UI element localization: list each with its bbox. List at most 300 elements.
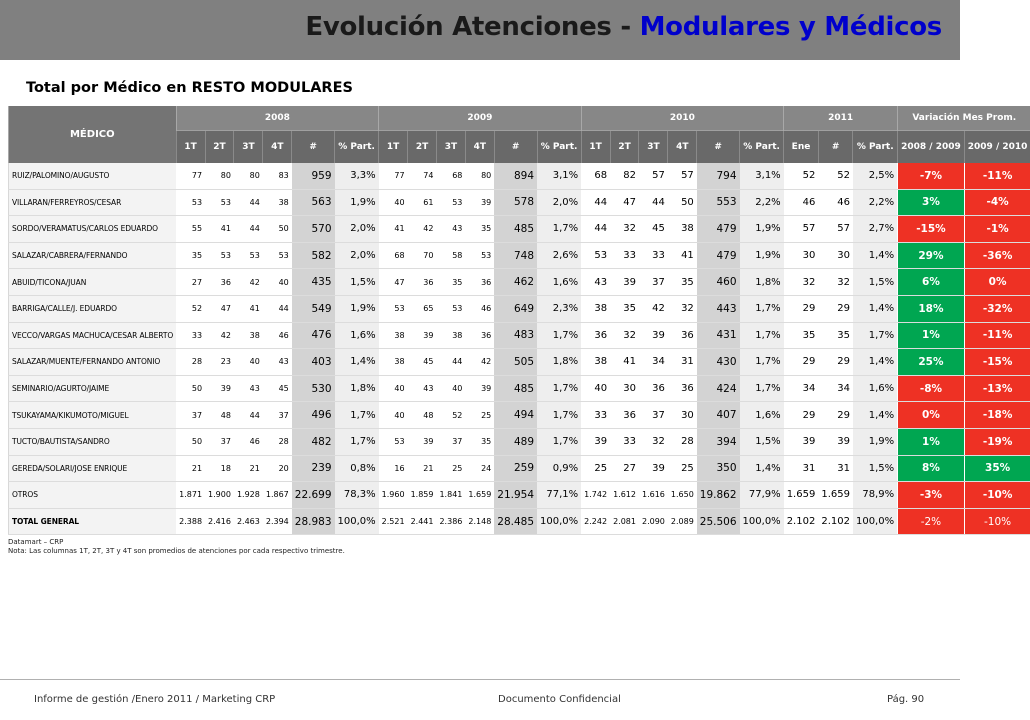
cell-value: 46 <box>263 322 292 349</box>
cell-value: 2.089 <box>668 508 697 535</box>
cell-variation: -36% <box>964 242 1030 269</box>
table-container <box>8 106 1030 535</box>
cell-value: 430 <box>697 349 740 376</box>
cell-value: 57 <box>784 216 819 243</box>
cell-value: 1,4% <box>335 349 379 376</box>
cell-variation: -18% <box>964 402 1030 429</box>
cell-value: 1,8% <box>537 349 581 376</box>
cell-value: 37 <box>176 402 205 429</box>
cell-value: 24 <box>465 455 494 482</box>
footer-divider <box>0 679 960 680</box>
cell-value: 74 <box>408 163 437 189</box>
table-row <box>9 216 1030 243</box>
cell-value: 37 <box>205 428 234 455</box>
cell-value: 58 <box>436 242 465 269</box>
cell-value: 32 <box>784 269 819 296</box>
header-col: 4T <box>263 131 292 164</box>
cell-value: 80 <box>465 163 494 189</box>
cell-value: 32 <box>610 216 639 243</box>
cell-value: 476 <box>292 322 335 349</box>
cell-value: 61 <box>408 189 437 216</box>
cell-medico-name: TUCTO/BAUTISTA/SANDRO <box>9 428 177 455</box>
header-year-2010: 2010 <box>581 106 784 131</box>
cell-value: 46 <box>465 295 494 322</box>
cell-value: 578 <box>494 189 537 216</box>
cell-value: 42 <box>205 322 234 349</box>
cell-value: 55 <box>176 216 205 243</box>
note-source: Datamart – CRP <box>8 538 64 546</box>
cell-value: 32 <box>668 295 697 322</box>
cell-value: 43 <box>234 375 263 402</box>
cell-value: 42 <box>408 216 437 243</box>
cell-value: 45 <box>263 375 292 402</box>
cell-variation: 0% <box>898 402 965 429</box>
cell-value: 53 <box>581 242 610 269</box>
cell-value: 77 <box>379 163 408 189</box>
cell-value: 1,7% <box>740 295 784 322</box>
header-col: # <box>818 131 853 164</box>
header-col: 4T <box>668 131 697 164</box>
cell-variation: -10% <box>964 508 1030 535</box>
cell-value: 100,0% <box>537 508 581 535</box>
cell-variation: -11% <box>964 163 1030 189</box>
cell-value: 41 <box>668 242 697 269</box>
cell-value: 44 <box>263 295 292 322</box>
cell-value: 52 <box>818 163 853 189</box>
header-col: % Part. <box>537 131 581 164</box>
cell-value: 48 <box>408 402 437 429</box>
cell-value: 25 <box>465 402 494 429</box>
cell-medico-name: BARRIGA/CALLE/J. EDUARDO <box>9 295 177 322</box>
cell-value: 570 <box>292 216 335 243</box>
cell-value: 100,0% <box>740 508 784 535</box>
cell-value: 1,9% <box>335 295 379 322</box>
cell-medico-name: RUIZ/PALOMINO/AUGUSTO <box>9 163 177 189</box>
table-row <box>9 189 1030 216</box>
header-col: 2T <box>610 131 639 164</box>
table-row <box>9 455 1030 482</box>
cell-value: 482 <box>292 428 335 455</box>
header-col: 3T <box>639 131 668 164</box>
footer-report-info: Informe de gestión /Enero 2011 / Marketing CRP <box>34 694 276 705</box>
cell-value: 36 <box>465 269 494 296</box>
cell-value: 894 <box>494 163 537 189</box>
cell-value: 36 <box>668 375 697 402</box>
cell-value: 37 <box>639 269 668 296</box>
cell-value: 1,4% <box>853 242 898 269</box>
cell-value: 2.102 <box>784 508 819 535</box>
cell-variation: -15% <box>964 349 1030 376</box>
cell-value: 1,7% <box>537 216 581 243</box>
cell-value: 28 <box>176 349 205 376</box>
cell-value: 553 <box>697 189 740 216</box>
header-col: 4T <box>465 131 494 164</box>
cell-medico-name: TOTAL GENERAL <box>9 508 177 535</box>
cell-value: 3,3% <box>335 163 379 189</box>
cell-value: 77,9% <box>740 482 784 509</box>
cell-value: 1,4% <box>853 349 898 376</box>
cell-value: 2,6% <box>537 242 581 269</box>
cell-value: 39 <box>581 428 610 455</box>
note-text: Nota: Las columnas 1T, 2T, 3T y 4T son promedios de atenciones por cada respectivo trimestre. <box>8 547 345 555</box>
cell-value: 1.960 <box>379 482 408 509</box>
cell-value: 407 <box>697 402 740 429</box>
cell-value: 1,6% <box>853 375 898 402</box>
cell-value: 479 <box>697 216 740 243</box>
header-medico: MÉDICO <box>9 106 177 163</box>
cell-value: 28.983 <box>292 508 335 535</box>
cell-value: 50 <box>176 375 205 402</box>
cell-variation: -2% <box>898 508 965 535</box>
cell-medico-name: VECCO/VARGAS MACHUCA/CESAR ALBERTO <box>9 322 177 349</box>
cell-value: 44 <box>639 189 668 216</box>
cell-value: 53 <box>263 242 292 269</box>
cell-value: 549 <box>292 295 335 322</box>
cell-value: 52 <box>436 402 465 429</box>
cell-value: 505 <box>494 349 537 376</box>
cell-value: 20 <box>263 455 292 482</box>
cell-medico-name: SALAZAR/MUENTE/FERNANDO ANTONIO <box>9 349 177 376</box>
cell-value: 1,6% <box>740 402 784 429</box>
cell-value: 47 <box>379 269 408 296</box>
cell-value: 21 <box>408 455 437 482</box>
cell-value: 52 <box>176 295 205 322</box>
cell-value: 77 <box>176 163 205 189</box>
cell-value: 37 <box>263 402 292 429</box>
table-row <box>9 482 1030 509</box>
cell-value: 1.867 <box>263 482 292 509</box>
cell-value: 1,7% <box>740 322 784 349</box>
cell-variation: -3% <box>898 482 965 509</box>
cell-value: 40 <box>581 375 610 402</box>
cell-medico-name: VILLARAN/FERREYROS/CESAR <box>9 189 177 216</box>
cell-value: 2.416 <box>205 508 234 535</box>
table-row <box>9 428 1030 455</box>
cell-value: 2.386 <box>436 508 465 535</box>
cell-value: 1,8% <box>335 375 379 402</box>
cell-value: 36 <box>639 375 668 402</box>
cell-value: 38 <box>379 322 408 349</box>
cell-value: 462 <box>494 269 537 296</box>
header-col: 2T <box>408 131 437 164</box>
cell-value: 53 <box>379 428 408 455</box>
cell-value: 46 <box>234 428 263 455</box>
cell-value: 42 <box>234 269 263 296</box>
cell-value: 29 <box>784 349 819 376</box>
cell-value: 40 <box>263 269 292 296</box>
cell-value: 41 <box>379 216 408 243</box>
header-col: Ene <box>784 131 819 164</box>
cell-value: 483 <box>494 322 537 349</box>
cell-value: 41 <box>234 295 263 322</box>
cell-value: 25.506 <box>697 508 740 535</box>
table-row-total <box>9 508 1030 535</box>
table-header <box>9 106 1030 163</box>
header-bar <box>0 0 960 60</box>
cell-value: 1,9% <box>740 216 784 243</box>
cell-value: 68 <box>379 242 408 269</box>
cell-value: 2,0% <box>537 189 581 216</box>
header-col: 2009 / 2010 <box>964 131 1030 164</box>
cell-variation: -15% <box>898 216 965 243</box>
cell-value: 46 <box>818 189 853 216</box>
cell-value: 1,6% <box>335 322 379 349</box>
header-col: 1T <box>176 131 205 164</box>
cell-value: 18 <box>205 455 234 482</box>
attendance-table <box>8 106 1030 535</box>
cell-value: 1,7% <box>853 322 898 349</box>
cell-value: 435 <box>292 269 335 296</box>
page-title <box>305 12 942 42</box>
cell-value: 0,8% <box>335 455 379 482</box>
cell-value: 25 <box>581 455 610 482</box>
cell-value: 31 <box>818 455 853 482</box>
header-col: # <box>494 131 537 164</box>
footer-page-number: Pág. 90 <box>887 694 925 705</box>
cell-value: 83 <box>263 163 292 189</box>
cell-variation: 18% <box>898 295 965 322</box>
cell-value: 47 <box>610 189 639 216</box>
cell-value: 30 <box>610 375 639 402</box>
cell-value: 25 <box>668 455 697 482</box>
table-row <box>9 375 1030 402</box>
cell-value: 28 <box>668 428 697 455</box>
cell-value: 1,7% <box>740 349 784 376</box>
cell-value: 38 <box>581 295 610 322</box>
cell-value: 57 <box>668 163 697 189</box>
cell-value: 39 <box>818 428 853 455</box>
cell-value: 80 <box>234 163 263 189</box>
cell-value: 43 <box>263 349 292 376</box>
cell-value: 36 <box>465 322 494 349</box>
cell-variation: 8% <box>898 455 965 482</box>
table-row <box>9 349 1030 376</box>
cell-value: 2,2% <box>740 189 784 216</box>
cell-value: 1,5% <box>853 455 898 482</box>
cell-value: 1,7% <box>537 322 581 349</box>
cell-value: 57 <box>639 163 668 189</box>
cell-value: 1.841 <box>436 482 465 509</box>
cell-value: 53 <box>176 189 205 216</box>
cell-value: 39 <box>639 455 668 482</box>
cell-value: 1.742 <box>581 482 610 509</box>
cell-value: 39 <box>610 269 639 296</box>
cell-value: 30 <box>784 242 819 269</box>
cell-value: 48 <box>205 402 234 429</box>
cell-value: 424 <box>697 375 740 402</box>
cell-value: 40 <box>379 402 408 429</box>
cell-value: 29 <box>818 402 853 429</box>
cell-value: 39 <box>639 322 668 349</box>
title-part1: Evolución Atenciones - <box>305 12 640 42</box>
cell-value: 35 <box>818 322 853 349</box>
cell-value: 38 <box>263 189 292 216</box>
cell-variation: 3% <box>898 189 965 216</box>
cell-value: 30 <box>668 402 697 429</box>
cell-value: 21.954 <box>494 482 537 509</box>
cell-value: 38 <box>668 216 697 243</box>
cell-value: 1,5% <box>740 428 784 455</box>
cell-value: 53 <box>379 295 408 322</box>
cell-value: 100,0% <box>853 508 898 535</box>
cell-value: 53 <box>436 189 465 216</box>
cell-value: 1.871 <box>176 482 205 509</box>
cell-value: 2,7% <box>853 216 898 243</box>
cell-value: 31 <box>668 349 697 376</box>
cell-value: 46 <box>784 189 819 216</box>
cell-value: 1,5% <box>853 269 898 296</box>
cell-value: 1,4% <box>853 402 898 429</box>
cell-value: 78,3% <box>335 482 379 509</box>
cell-value: 39 <box>465 375 494 402</box>
cell-value: 1.612 <box>610 482 639 509</box>
cell-value: 563 <box>292 189 335 216</box>
cell-value: 530 <box>292 375 335 402</box>
cell-variation: -11% <box>964 322 1030 349</box>
cell-value: 38 <box>436 322 465 349</box>
cell-value: 53 <box>436 295 465 322</box>
header-row-years <box>9 106 1030 131</box>
footer-confidential: Documento Confidencial <box>498 694 621 705</box>
cell-value: 1.659 <box>818 482 853 509</box>
cell-medico-name: SORDO/VERAMATUS/CARLOS EDUARDO <box>9 216 177 243</box>
cell-value: 1,7% <box>537 402 581 429</box>
table-row <box>9 242 1030 269</box>
cell-value: 50 <box>668 189 697 216</box>
header-variation: Variación Mes Prom. <box>898 106 1030 131</box>
table-row <box>9 402 1030 429</box>
cell-value: 44 <box>581 189 610 216</box>
cell-medico-name: ABUID/TICONA/JUAN <box>9 269 177 296</box>
header-year-2008: 2008 <box>176 106 379 131</box>
cell-value: 16 <box>379 455 408 482</box>
cell-value: 53 <box>234 242 263 269</box>
cell-value: 33 <box>610 428 639 455</box>
cell-value: 0,9% <box>537 455 581 482</box>
cell-value: 649 <box>494 295 537 322</box>
cell-value: 1.616 <box>639 482 668 509</box>
cell-value: 489 <box>494 428 537 455</box>
cell-value: 23 <box>205 349 234 376</box>
cell-value: 2,3% <box>537 295 581 322</box>
header-col: % Part. <box>853 131 898 164</box>
cell-value: 40 <box>379 189 408 216</box>
cell-value: 29 <box>818 349 853 376</box>
cell-value: 39 <box>408 428 437 455</box>
cell-value: 41 <box>205 216 234 243</box>
cell-value: 1.650 <box>668 482 697 509</box>
cell-variation: -19% <box>964 428 1030 455</box>
cell-value: 77,1% <box>537 482 581 509</box>
cell-value: 53 <box>465 242 494 269</box>
cell-value: 32 <box>610 322 639 349</box>
header-col: # <box>697 131 740 164</box>
cell-value: 40 <box>234 349 263 376</box>
cell-value: 45 <box>639 216 668 243</box>
cell-value: 1,4% <box>740 455 784 482</box>
cell-value: 36 <box>581 322 610 349</box>
cell-value: 479 <box>697 242 740 269</box>
cell-value: 460 <box>697 269 740 296</box>
cell-value: 36 <box>610 402 639 429</box>
cell-value: 38 <box>234 322 263 349</box>
cell-value: 2.441 <box>408 508 437 535</box>
cell-variation: 25% <box>898 349 965 376</box>
cell-value: 39 <box>205 375 234 402</box>
cell-value: 1,5% <box>335 269 379 296</box>
cell-value: 35 <box>610 295 639 322</box>
header-col: # <box>292 131 335 164</box>
cell-value: 43 <box>436 216 465 243</box>
cell-value: 3,1% <box>537 163 581 189</box>
cell-value: 33 <box>639 242 668 269</box>
cell-variation: 6% <box>898 269 965 296</box>
cell-value: 38 <box>379 349 408 376</box>
cell-value: 52 <box>784 163 819 189</box>
cell-value: 25 <box>436 455 465 482</box>
cell-value: 2.388 <box>176 508 205 535</box>
cell-value: 1.928 <box>234 482 263 509</box>
cell-value: 40 <box>436 375 465 402</box>
cell-variation: 35% <box>964 455 1030 482</box>
cell-value: 794 <box>697 163 740 189</box>
cell-value: 35 <box>784 322 819 349</box>
cell-value: 748 <box>494 242 537 269</box>
cell-value: 32 <box>639 428 668 455</box>
cell-value: 27 <box>176 269 205 296</box>
title-part2: Modulares y Médicos <box>639 12 942 42</box>
cell-value: 40 <box>379 375 408 402</box>
cell-value: 35 <box>436 269 465 296</box>
table-row <box>9 322 1030 349</box>
cell-variation: -32% <box>964 295 1030 322</box>
cell-value: 2,5% <box>853 163 898 189</box>
table-row <box>9 163 1030 189</box>
cell-value: 1,9% <box>853 428 898 455</box>
cell-value: 57 <box>818 216 853 243</box>
cell-value: 1.859 <box>408 482 437 509</box>
cell-value: 39 <box>465 189 494 216</box>
cell-value: 22.699 <box>292 482 335 509</box>
cell-value: 31 <box>784 455 819 482</box>
cell-value: 37 <box>436 428 465 455</box>
cell-value: 2,2% <box>853 189 898 216</box>
cell-value: 21 <box>234 455 263 482</box>
header-year-2009: 2009 <box>379 106 582 131</box>
cell-value: 1.900 <box>205 482 234 509</box>
table-row <box>9 295 1030 322</box>
cell-value: 35 <box>465 216 494 243</box>
cell-value: 44 <box>436 349 465 376</box>
cell-value: 34 <box>818 375 853 402</box>
cell-value: 35 <box>176 242 205 269</box>
cell-value: 582 <box>292 242 335 269</box>
header-year-2011: 2011 <box>784 106 898 131</box>
cell-value: 30 <box>818 242 853 269</box>
cell-value: 443 <box>697 295 740 322</box>
cell-variation: 29% <box>898 242 965 269</box>
cell-value: 82 <box>610 163 639 189</box>
cell-variation: 1% <box>898 322 965 349</box>
cell-value: 1,4% <box>853 295 898 322</box>
cell-value: 1,7% <box>537 428 581 455</box>
table-row <box>9 269 1030 296</box>
cell-medico-name: SEMINARIO/AGURTO/JAIME <box>9 375 177 402</box>
cell-value: 33 <box>581 402 610 429</box>
cell-value: 39 <box>408 322 437 349</box>
cell-value: 2.521 <box>379 508 408 535</box>
cell-value: 53 <box>205 189 234 216</box>
